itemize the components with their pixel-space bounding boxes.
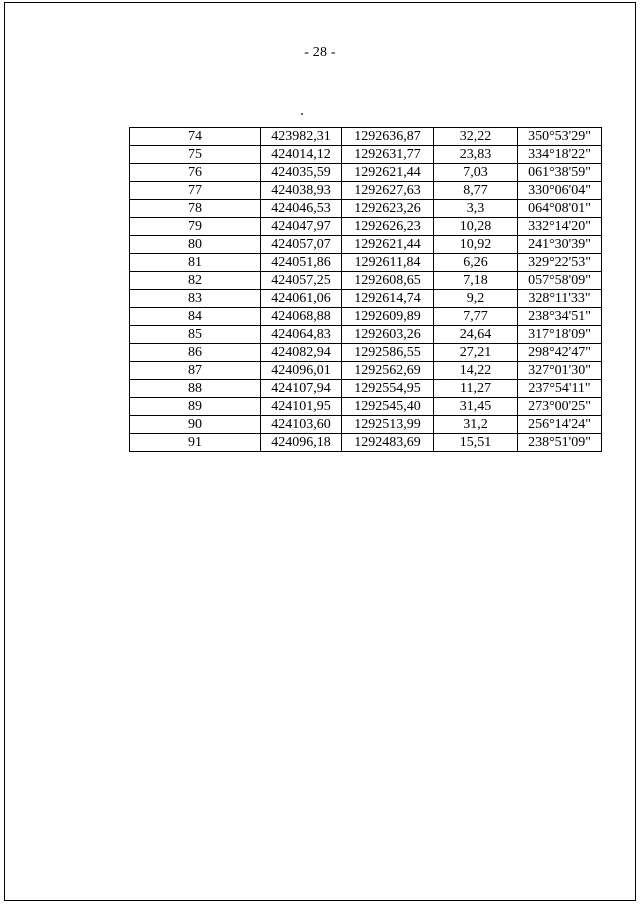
angle-cell: 332°14'20" xyxy=(518,218,602,236)
y-coordinate-cell: 1292513,99 xyxy=(342,416,434,434)
x-coordinate-cell: 424051,86 xyxy=(261,254,342,272)
point-number-cell: 88 xyxy=(130,380,261,398)
point-number-cell: 86 xyxy=(130,344,261,362)
angle-cell: 064°08'01" xyxy=(518,200,602,218)
angle-cell: 330°06'04" xyxy=(518,182,602,200)
scan-speck xyxy=(301,113,303,115)
x-coordinate-cell: 424061,06 xyxy=(261,290,342,308)
table-row xyxy=(130,326,602,344)
x-coordinate-cell: 424047,97 xyxy=(261,218,342,236)
x-coordinate-cell: 424046,53 xyxy=(261,200,342,218)
length-cell: 10,92 xyxy=(434,236,518,254)
y-coordinate-cell: 1292614,74 xyxy=(342,290,434,308)
length-cell: 32,22 xyxy=(434,128,518,146)
x-coordinate-cell: 424082,94 xyxy=(261,344,342,362)
length-cell: 14,22 xyxy=(434,362,518,380)
point-number-cell: 76 xyxy=(130,164,261,182)
point-number-cell: 77 xyxy=(130,182,261,200)
point-number-cell: 91 xyxy=(130,434,261,452)
y-coordinate-cell: 1292621,44 xyxy=(342,164,434,182)
angle-cell: 238°51'09" xyxy=(518,434,602,452)
point-number-cell: 74 xyxy=(130,128,261,146)
length-cell: 15,51 xyxy=(434,434,518,452)
y-coordinate-cell: 1292608,65 xyxy=(342,272,434,290)
x-coordinate-cell: 424096,18 xyxy=(261,434,342,452)
x-coordinate-cell: 424057,25 xyxy=(261,272,342,290)
y-coordinate-cell: 1292562,69 xyxy=(342,362,434,380)
y-coordinate-cell: 1292603,26 xyxy=(342,326,434,344)
x-coordinate-cell: 424035,59 xyxy=(261,164,342,182)
angle-cell: 237°54'11" xyxy=(518,380,602,398)
x-coordinate-cell: 424096,01 xyxy=(261,362,342,380)
coordinates-table xyxy=(129,127,602,452)
angle-cell: 061°38'59" xyxy=(518,164,602,182)
angle-cell: 273°00'25" xyxy=(518,398,602,416)
length-cell: 7,18 xyxy=(434,272,518,290)
y-coordinate-cell: 1292621,44 xyxy=(342,236,434,254)
x-coordinate-cell: 424014,12 xyxy=(261,146,342,164)
table-row xyxy=(130,236,602,254)
angle-cell: 298°42'47" xyxy=(518,344,602,362)
table-row xyxy=(130,164,602,182)
length-cell: 10,28 xyxy=(434,218,518,236)
y-coordinate-cell: 1292611,84 xyxy=(342,254,434,272)
document-page xyxy=(4,2,636,901)
x-coordinate-cell: 424038,93 xyxy=(261,182,342,200)
table-row xyxy=(130,344,602,362)
point-number-cell: 83 xyxy=(130,290,261,308)
x-coordinate-cell: 424064,83 xyxy=(261,326,342,344)
angle-cell: 057°58'09" xyxy=(518,272,602,290)
y-coordinate-cell: 1292483,69 xyxy=(342,434,434,452)
y-coordinate-cell: 1292636,87 xyxy=(342,128,434,146)
table-row xyxy=(130,416,602,434)
point-number-cell: 80 xyxy=(130,236,261,254)
y-coordinate-cell: 1292586,55 xyxy=(342,344,434,362)
table-row xyxy=(130,290,602,308)
angle-cell: 350°53'29" xyxy=(518,128,602,146)
length-cell: 31,2 xyxy=(434,416,518,434)
length-cell: 9,2 xyxy=(434,290,518,308)
point-number-cell: 85 xyxy=(130,326,261,344)
angle-cell: 256°14'24" xyxy=(518,416,602,434)
point-number-cell: 89 xyxy=(130,398,261,416)
point-number-cell: 82 xyxy=(130,272,261,290)
table-row xyxy=(130,380,602,398)
length-cell: 3,3 xyxy=(434,200,518,218)
y-coordinate-cell: 1292609,89 xyxy=(342,308,434,326)
angle-cell: 241°30'39" xyxy=(518,236,602,254)
table-row xyxy=(130,254,602,272)
coordinates-table-body xyxy=(130,128,602,452)
page-number: - 28 - xyxy=(304,45,336,60)
length-cell: 7,77 xyxy=(434,308,518,326)
x-coordinate-cell: 424107,94 xyxy=(261,380,342,398)
angle-cell: 329°22'53" xyxy=(518,254,602,272)
y-coordinate-cell: 1292623,26 xyxy=(342,200,434,218)
y-coordinate-cell: 1292545,40 xyxy=(342,398,434,416)
point-number-cell: 79 xyxy=(130,218,261,236)
length-cell: 23,83 xyxy=(434,146,518,164)
point-number-cell: 81 xyxy=(130,254,261,272)
table-row xyxy=(130,146,602,164)
table-row xyxy=(130,308,602,326)
table-row xyxy=(130,398,602,416)
table-row xyxy=(130,218,602,236)
table-row xyxy=(130,128,602,146)
point-number-cell: 87 xyxy=(130,362,261,380)
table-row xyxy=(130,200,602,218)
x-coordinate-cell: 424057,07 xyxy=(261,236,342,254)
point-number-cell: 78 xyxy=(130,200,261,218)
length-cell: 31,45 xyxy=(434,398,518,416)
y-coordinate-cell: 1292626,23 xyxy=(342,218,434,236)
angle-cell: 238°34'51" xyxy=(518,308,602,326)
x-coordinate-cell: 424101,95 xyxy=(261,398,342,416)
y-coordinate-cell: 1292627,63 xyxy=(342,182,434,200)
length-cell: 6,26 xyxy=(434,254,518,272)
point-number-cell: 84 xyxy=(130,308,261,326)
table-row xyxy=(130,434,602,452)
table-row xyxy=(130,362,602,380)
length-cell: 7,03 xyxy=(434,164,518,182)
angle-cell: 327°01'30" xyxy=(518,362,602,380)
length-cell: 8,77 xyxy=(434,182,518,200)
angle-cell: 334°18'22" xyxy=(518,146,602,164)
point-number-cell: 75 xyxy=(130,146,261,164)
x-coordinate-cell: 424103,60 xyxy=(261,416,342,434)
angle-cell: 328°11'33" xyxy=(518,290,602,308)
x-coordinate-cell: 423982,31 xyxy=(261,128,342,146)
y-coordinate-cell: 1292554,95 xyxy=(342,380,434,398)
table-row xyxy=(130,272,602,290)
y-coordinate-cell: 1292631,77 xyxy=(342,146,434,164)
length-cell: 24,64 xyxy=(434,326,518,344)
length-cell: 11,27 xyxy=(434,380,518,398)
x-coordinate-cell: 424068,88 xyxy=(261,308,342,326)
angle-cell: 317°18'09" xyxy=(518,326,602,344)
length-cell: 27,21 xyxy=(434,344,518,362)
table-row xyxy=(130,182,602,200)
point-number-cell: 90 xyxy=(130,416,261,434)
